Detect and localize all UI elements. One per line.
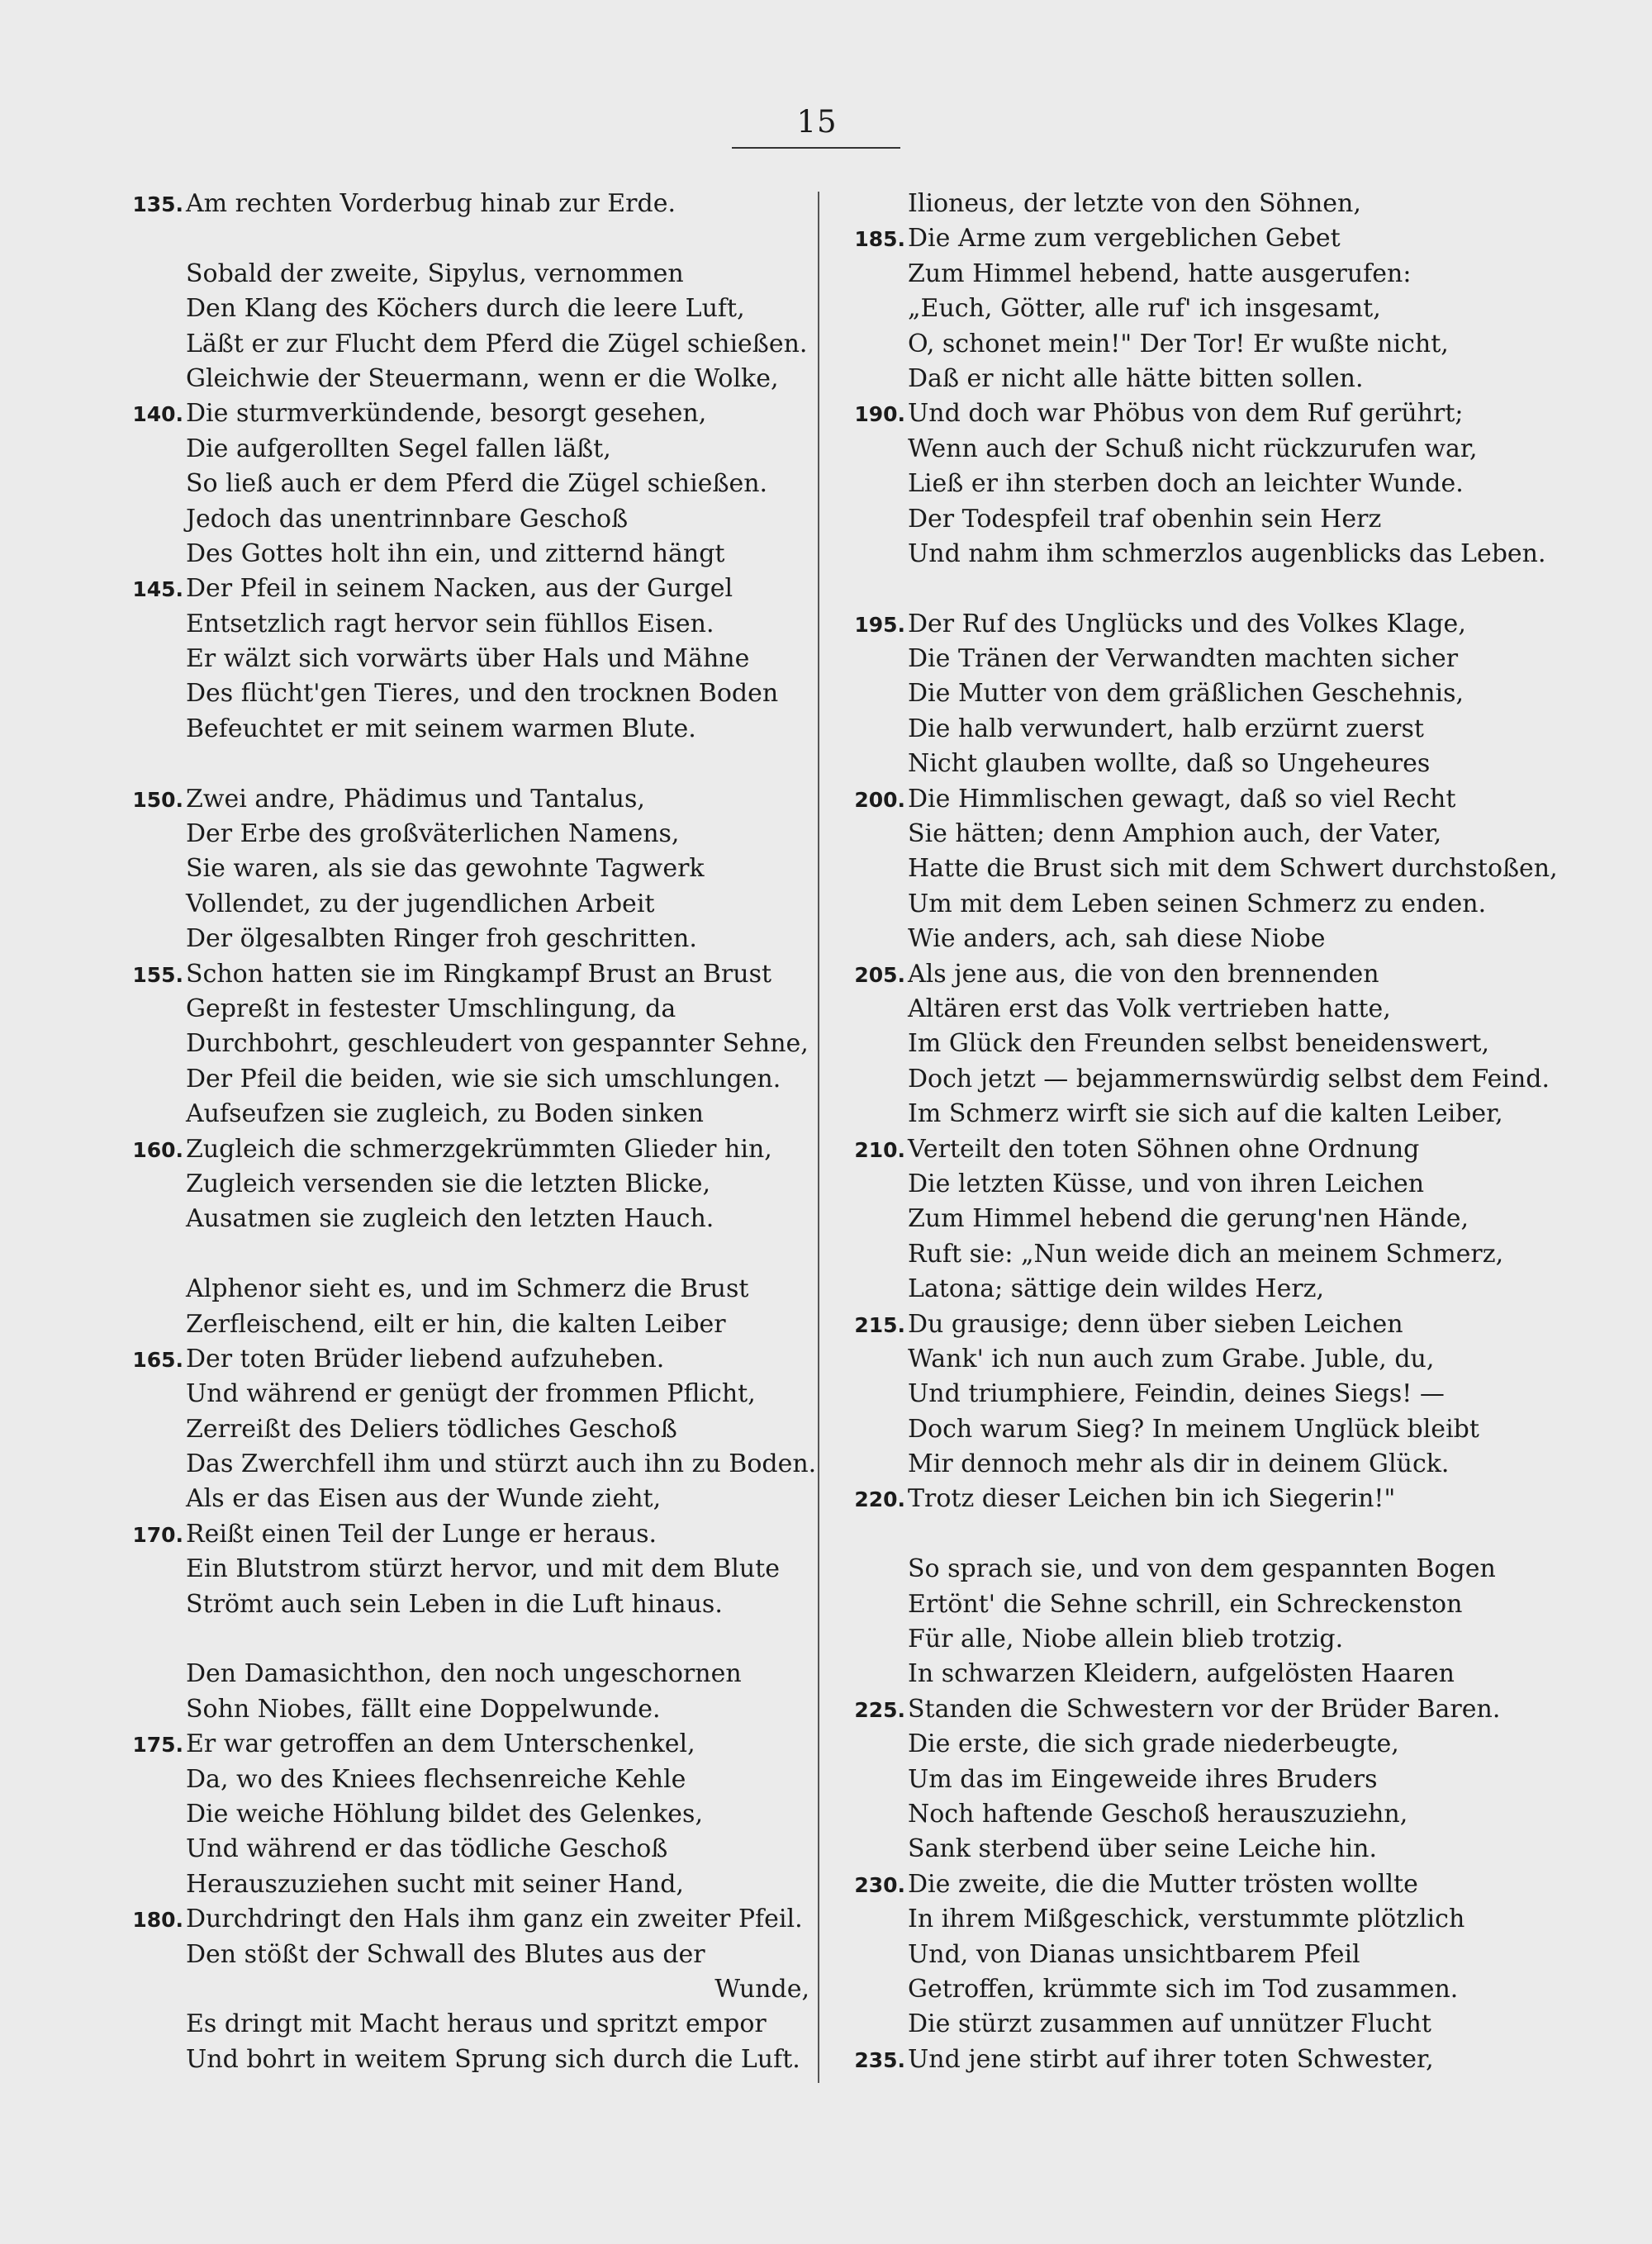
- verse-line: [829, 327, 1541, 362]
- verse-text: Sobald der zweite, Sipylus, vernommen: [186, 259, 684, 288]
- verse-text: Ausatmen sie zugleich den letzten Hauch.: [186, 1204, 714, 1234]
- verse-line: [107, 676, 811, 711]
- verse-text: Der Ruf des Unglücks und des Volkes Klage,: [908, 609, 1466, 638]
- verse-text: Verteilt den toten Söhnen ohne Ordnung: [908, 1134, 1420, 1164]
- verse-text: Am rechten Vorderbug hinab zur Erde.: [186, 189, 676, 218]
- verse-text: Du grausige; denn über sieben Leichen: [908, 1309, 1403, 1339]
- line-number: 185.: [854, 227, 905, 252]
- verse-line: [829, 187, 1541, 221]
- verse-text: Die halb verwundert, halb erzürnt zuerst: [908, 714, 1424, 743]
- verse-text: Des flücht'gen Tieres, und den trocknen Boden: [186, 679, 779, 709]
- verse-text: Die Arme zum vergeblichen Gebet: [908, 224, 1341, 254]
- verse-line: [829, 1132, 1541, 1167]
- verse-line: [107, 1412, 811, 1447]
- verse-line: [107, 712, 811, 747]
- verse-text: Die stürzt zusammen auf unnützer Flucht: [908, 2009, 1431, 2039]
- verse-line: [829, 1727, 1541, 1762]
- verse-line: [829, 1097, 1541, 1131]
- verse-text: Das Zwerchfell ihm und stürzt auch ihn zu Boden.: [186, 1449, 817, 1479]
- verse-line: [829, 1587, 1541, 1622]
- verse-text: Und nahm ihm schmerzlos augenblicks das Leben.: [908, 538, 1546, 568]
- verse-line: [829, 957, 1541, 992]
- line-number: 145.: [132, 577, 183, 602]
- verse-line: [829, 1027, 1541, 1061]
- verse-line: [107, 1482, 811, 1516]
- verse-line: [107, 1447, 817, 1482]
- verse-text: Der Pfeil die beiden, wie sie sich umschlungen.: [186, 1064, 781, 1094]
- verse-text: Für alle, Niobe allein blieb trotzig.: [908, 1625, 1344, 1654]
- verse-text: Reißt einen Teil der Lunge er heraus.: [186, 1519, 657, 1549]
- verse-text: Und während er das tödliche Geschoß: [186, 1834, 668, 1864]
- verse-line: [829, 1867, 1541, 1902]
- line-number: 225.: [854, 1697, 905, 1722]
- verse-line: [829, 1832, 1541, 1867]
- verse-text: Strömt auch sein Leben in die Luft hinaus.: [186, 1589, 723, 1619]
- verse-text: Und, von Dianas unsichtbarem Pfeil: [908, 1939, 1360, 1969]
- verse-line: [829, 676, 1541, 711]
- verse-text: Ließ er ihn sterben doch an leichter Wunde.: [908, 469, 1464, 499]
- verse-text: Zugleich die schmerzgekrümmten Glieder hin,: [186, 1134, 772, 1164]
- stanza-break: [107, 1237, 811, 1272]
- verse-text: Sie waren, als sie das gewohnte Tagwerk: [186, 854, 705, 884]
- line-number: 165.: [132, 1347, 183, 1372]
- verse-line: [829, 1377, 1541, 1411]
- verse-line: [107, 1097, 811, 1131]
- verse-line: [829, 467, 1541, 501]
- verse-text: Gepreßt in festester Umschlingung, da: [186, 994, 676, 1023]
- verse-text: Befeuchtet er mit seinem warmen Blute.: [186, 714, 696, 743]
- verse-line: [107, 1307, 811, 1342]
- verse-line: [829, 2042, 1541, 2077]
- verse-text: So ließ auch er dem Pferd die Zügel schießen.: [186, 469, 768, 499]
- verse-text: Zugleich versenden sie die letzten Blicke,: [186, 1169, 711, 1198]
- verse-line: [829, 2007, 1541, 2042]
- left-column: [107, 187, 817, 2077]
- verse-text: Trotz dieser Leichen bin ich Siegerin!": [908, 1484, 1396, 1514]
- verse-line: [107, 1167, 811, 1202]
- verse-text: Getroffen, krümmte sich im Tod zusammen.: [908, 1974, 1459, 2004]
- verse-text: Der Erbe des großväterlichen Namens,: [186, 819, 680, 849]
- verse-text: Den Damasichthon, den noch ungeschornen: [186, 1659, 742, 1689]
- verse-line: [107, 817, 811, 852]
- verse-line: [829, 362, 1541, 396]
- verse-text: Die sturmverkündende, besorgt gesehen,: [186, 399, 707, 429]
- verse-line: [829, 992, 1541, 1027]
- verse-line: [107, 572, 811, 606]
- verse-text: Die Mutter von dem gräßlichen Geschehnis,: [908, 679, 1464, 709]
- verse-text: Die zweite, die die Mutter trösten wollte: [908, 1869, 1418, 1899]
- verse-line: [829, 537, 1546, 572]
- verse-text: Der Pfeil in seinem Nacken, aus der Gurgel: [186, 574, 733, 604]
- verse-text: Die weiche Höhlung bildet des Gelenkes,: [186, 1799, 703, 1829]
- verse-line: [829, 1972, 1541, 2007]
- verse-text: Zerfleischend, eilt er hin, die kalten Leiber: [186, 1309, 726, 1339]
- verse-text: In ihrem Mißgeschick, verstummte plötzlich: [908, 1905, 1465, 1934]
- verse-text: Doch warum Sieg? In meinem Unglück bleibt: [908, 1414, 1479, 1444]
- stanza-break: [829, 572, 1541, 606]
- verse-text: Im Glück den Freunden selbst beneidenswert,: [908, 1029, 1490, 1059]
- verse-line: [829, 922, 1541, 956]
- verse-text: Schon hatten sie im Ringkampf Brust an Brust: [186, 959, 772, 989]
- verse-line: [829, 1167, 1541, 1202]
- verse-line: [107, 1867, 811, 1902]
- verse-text: Herauszuziehen sucht mit seiner Hand,: [186, 1869, 684, 1899]
- line-number: 175.: [132, 1733, 183, 1758]
- verse-text: Gleichwie der Steuermann, wenn er die Wolke,: [186, 363, 779, 393]
- verse-line: [107, 2007, 811, 2042]
- verse-text: Des Gottes holt ihn ein, und zitternd hängt: [186, 538, 725, 568]
- verse-line: [829, 1307, 1541, 1342]
- verse-text: Als jene aus, die von den brennenden: [908, 959, 1379, 989]
- verse-line: [107, 1938, 811, 1972]
- verse-text: Nicht glauben wollte, daß so Ungeheures: [908, 749, 1431, 779]
- verse-line: [107, 537, 811, 572]
- verse-text: Die Himmlischen gewagt, daß so viel Recht: [908, 784, 1456, 814]
- verse-line: [829, 1692, 1541, 1727]
- verse-line: [107, 292, 811, 326]
- verse-text: Wank' ich nun auch zum Grabe. Juble, du,: [908, 1344, 1435, 1373]
- verse-text: Als er das Eisen aus der Wunde zieht,: [186, 1484, 662, 1514]
- verse-line: [829, 1447, 1541, 1482]
- verse-line: [829, 852, 1558, 886]
- verse-line: [829, 1762, 1541, 1797]
- verse-line: [107, 1832, 811, 1867]
- verse-line: [829, 257, 1541, 292]
- verse-text: Er war getroffen an dem Unterschenkel,: [186, 1729, 695, 1759]
- line-number: 190.: [854, 402, 905, 427]
- line-number: 135.: [132, 192, 183, 216]
- stanza-break: [107, 221, 811, 256]
- verse-text: Wie anders, ach, sah diese Niobe: [908, 924, 1326, 954]
- verse-line: [107, 1657, 811, 1691]
- verse-line: [107, 992, 811, 1027]
- verse-text: Hatte die Brust sich mit dem Schwert durchstoßen,: [908, 854, 1558, 884]
- verse-line: [829, 1062, 1550, 1097]
- verse-line: [829, 607, 1541, 642]
- verse-text: Läßt er zur Flucht dem Pferd die Zügel schießen.: [186, 329, 808, 358]
- verse-line: [107, 187, 811, 221]
- verse-line: [829, 1657, 1541, 1691]
- verse-text: Ertönt' die Sehne schrill, ein Schreckenston: [908, 1589, 1463, 1619]
- verse-text: Der Todespfeil traf obenhin sein Herz: [908, 504, 1382, 534]
- verse-line: [829, 432, 1541, 467]
- verse-text: Die Tränen der Verwandten machten sicher: [908, 644, 1459, 674]
- verse-line: [829, 396, 1541, 431]
- verse-line: [107, 396, 811, 431]
- verse-line: [829, 1552, 1541, 1587]
- stanza-break: [829, 1517, 1541, 1552]
- verse-line: [107, 607, 811, 642]
- verse-line: [829, 502, 1541, 537]
- verse-text: Altären erst das Volk vertrieben hatte,: [908, 994, 1391, 1023]
- verse-line: [107, 1797, 811, 1832]
- verse-text: Mir dennoch mehr als dir in deinem Glück.: [908, 1449, 1450, 1479]
- verse-line: [107, 782, 811, 817]
- verse-text: Aufseufzen sie zugleich, zu Boden sinken: [186, 1099, 704, 1129]
- verse-line: [107, 1692, 811, 1727]
- line-number: 170.: [132, 1522, 183, 1547]
- verse-line: [107, 1377, 811, 1411]
- verse-line: [829, 1482, 1541, 1516]
- line-number: 200.: [854, 787, 905, 812]
- verse-line: [829, 642, 1541, 676]
- line-number: 160.: [132, 1137, 183, 1162]
- verse-line: [829, 1342, 1541, 1377]
- column-divider: [818, 192, 819, 2083]
- verse-line: [829, 221, 1541, 256]
- verse-line: [829, 1902, 1541, 1937]
- verse-line: [829, 1797, 1541, 1832]
- line-number: 195.: [854, 612, 905, 637]
- verse-text: Ein Blutstrom stürzt hervor, und mit dem Blute: [186, 1554, 780, 1584]
- verse-line: [107, 1727, 811, 1762]
- verse-line: [107, 1587, 811, 1622]
- verse-text: Zum Himmel hebend die gerung'nen Hände,: [908, 1204, 1469, 1234]
- verse-line: [107, 852, 811, 886]
- verse-line: [829, 1412, 1541, 1447]
- verse-line: [829, 887, 1541, 922]
- verse-line: [829, 1272, 1541, 1307]
- stanza-break: [107, 1622, 811, 1657]
- verse-line: [107, 362, 811, 396]
- line-number: 150.: [132, 787, 183, 812]
- verse-line: [829, 712, 1541, 747]
- verse-text: O, schonet mein!" Der Tor! Er wußte nicht,: [908, 329, 1449, 358]
- verse-text: Zum Himmel hebend, hatte ausgerufen:: [908, 259, 1412, 288]
- verse-line: [107, 1132, 811, 1167]
- stanza-break: [107, 747, 811, 781]
- verse-text: Die aufgerollten Segel fallen läßt,: [186, 434, 611, 463]
- verse-line: [107, 502, 811, 537]
- verse-line: [107, 887, 811, 922]
- verse-text: So sprach sie, und von dem gespannten Bogen: [908, 1554, 1496, 1584]
- page-number: 15: [796, 104, 838, 140]
- verse-text: Standen die Schwestern vor der Brüder Baren.: [908, 1694, 1501, 1724]
- verse-line: [107, 1027, 811, 1061]
- right-column: [829, 187, 1558, 2077]
- line-number: 205.: [854, 962, 905, 987]
- verse-line: [829, 1938, 1541, 1972]
- verse-line: [829, 1622, 1541, 1657]
- line-number: 180.: [132, 1908, 183, 1933]
- verse-line: [107, 1902, 811, 1937]
- verse-text: Um mit dem Leben seinen Schmerz zu enden.: [908, 889, 1487, 918]
- verse-text: Den Klang des Köchers durch die leere Luft,: [186, 294, 745, 324]
- line-number: 140.: [132, 402, 183, 427]
- verse-text: Ilioneus, der letzte von den Söhnen,: [908, 189, 1361, 218]
- verse-text: Noch haftende Geschoß herauszuziehn,: [908, 1799, 1408, 1829]
- verse-line: [829, 1237, 1541, 1272]
- verse-line: [829, 817, 1541, 852]
- verse-text: Vollendet, zu der jugendlichen Arbeit: [186, 889, 655, 918]
- verse-text: Alphenor sieht es, und im Schmerz die Brust: [186, 1274, 749, 1304]
- verse-line: [107, 1552, 811, 1587]
- verse-line: [107, 1972, 811, 2007]
- verse-line: [107, 467, 811, 501]
- verse-text: Jedoch das unentrinnbare Geschoß: [186, 504, 629, 534]
- verse-text: Doch jetzt — bejammernswürdig selbst dem Feind.: [908, 1064, 1550, 1094]
- verse-text: Den stößt der Schwall des Blutes aus der: [186, 1939, 705, 1969]
- verse-text: Der toten Brüder liebend aufzuheben.: [186, 1344, 665, 1373]
- verse-text: Im Schmerz wirft sie sich auf die kalten Leiber,: [908, 1099, 1503, 1129]
- verse-text: Um das im Eingeweide ihres Bruders: [908, 1764, 1378, 1794]
- line-number: 155.: [132, 962, 183, 987]
- verse-text: Es dringt mit Macht heraus und spritzt empor: [186, 2009, 767, 2039]
- verse-text: Und jene stirbt auf ihrer toten Schwester,: [908, 2044, 1434, 2074]
- verse-line: [107, 1272, 811, 1307]
- verse-text: Sank sterbend über seine Leiche hin.: [908, 1834, 1378, 1864]
- verse-line: [107, 1762, 811, 1797]
- verse-line: [107, 1342, 811, 1377]
- verse-text: Er wälzt sich vorwärts über Hals und Mähne: [186, 644, 750, 674]
- verse-line: [107, 2042, 811, 2077]
- verse-line: [829, 1202, 1541, 1236]
- verse-line: [829, 292, 1541, 326]
- line-number: 235.: [854, 2047, 905, 2072]
- verse-text: Wunde,: [714, 1974, 809, 2004]
- verse-text: Zwei andre, Phädimus und Tantalus,: [186, 784, 645, 814]
- verse-line: [107, 1062, 811, 1097]
- verse-text: Zerreißt des Deliers tödliches Geschoß: [186, 1414, 677, 1444]
- header-rule: [732, 147, 900, 149]
- verse-line: [829, 782, 1541, 817]
- verse-text: Und bohrt in weitem Sprung sich durch die Luft.: [186, 2044, 800, 2074]
- verse-line: [107, 922, 811, 956]
- verse-text: Und doch war Phöbus von dem Ruf gerührt;: [908, 399, 1464, 429]
- verse-text: Die letzten Küsse, und von ihren Leichen: [908, 1169, 1425, 1198]
- verse-text: Die erste, die sich grade niederbeugte,: [908, 1729, 1399, 1759]
- verse-text: Und triumphiere, Feindin, deines Siegs! —: [908, 1379, 1445, 1409]
- line-number: 215.: [854, 1312, 905, 1337]
- verse-line: [107, 642, 811, 676]
- verse-line: [107, 1517, 811, 1552]
- verse-text: Durchdringt den Hals ihm ganz ein zweiter Pfeil.: [186, 1905, 803, 1934]
- verse-text: In schwarzen Kleidern, aufgelösten Haaren: [908, 1659, 1455, 1689]
- verse-line: [107, 1202, 811, 1236]
- line-number: 220.: [854, 1487, 905, 1512]
- verse-text: Daß er nicht alle hätte bitten sollen.: [908, 363, 1364, 393]
- verse-line: [107, 957, 811, 992]
- verse-text: Sohn Niobes, fällt eine Doppelwunde.: [186, 1694, 661, 1724]
- verse-line: [107, 327, 811, 362]
- line-number: 210.: [854, 1137, 905, 1162]
- verse-text: Entsetzlich ragt hervor sein fühllos Eisen.: [186, 609, 714, 638]
- verse-text: Latona; sättige dein wildes Herz,: [908, 1274, 1325, 1304]
- verse-text: Da, wo des Kniees flechsenreiche Kehle: [186, 1764, 686, 1794]
- verse-text: Wenn auch der Schuß nicht rückzurufen war,: [908, 434, 1478, 463]
- verse-text: Der ölgesalbten Ringer froh geschritten.: [186, 924, 697, 954]
- verse-line: [107, 257, 811, 292]
- verse-text: „Euch, Götter, alle ruf' ich insgesamt,: [908, 294, 1381, 324]
- verse-text: Sie hätten; denn Amphion auch, der Vater,: [908, 819, 1442, 849]
- line-number: 230.: [854, 1872, 905, 1897]
- verse-text: Durchbohrt, geschleudert von gespannter Sehne,: [186, 1029, 809, 1059]
- verse-line: [829, 747, 1541, 781]
- verse-text: Ruft sie: „Nun weide dich an meinem Schmerz,: [908, 1239, 1504, 1269]
- verse-line: [107, 432, 811, 467]
- verse-text: Und während er genügt der frommen Pflicht,: [186, 1379, 756, 1409]
